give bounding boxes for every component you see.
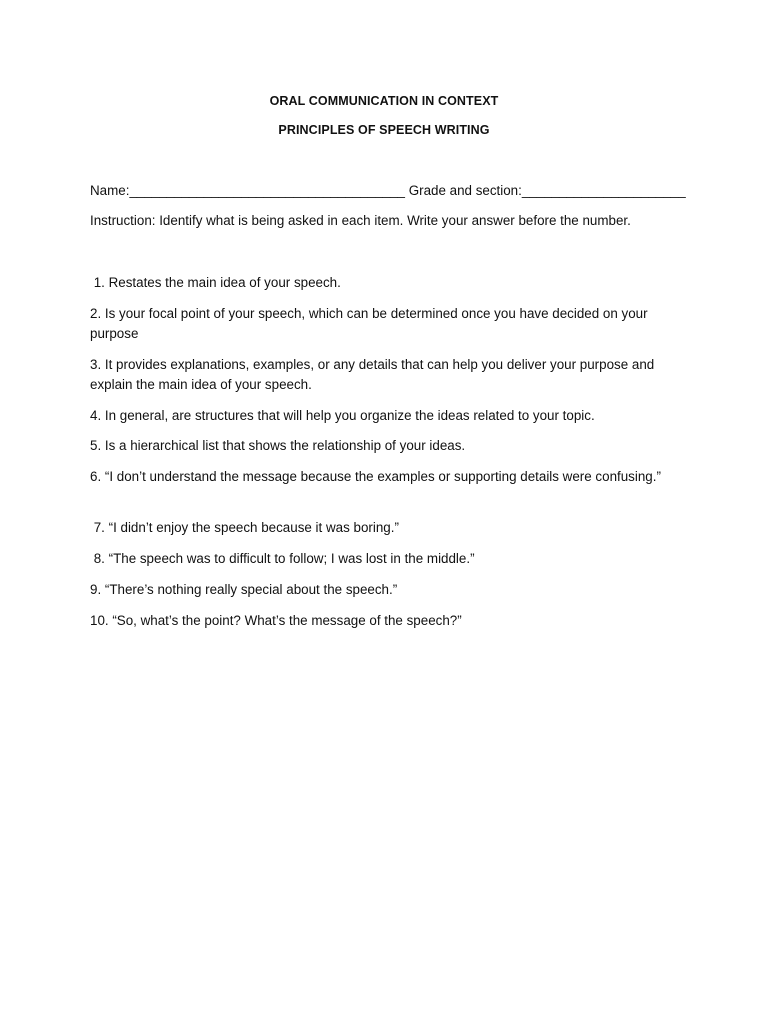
question-item-7: 7. “I didn’t enjoy the speech because it was boring.” [90, 520, 399, 535]
question-item-6: 6. “I don’t understand the message because the examples or supporting details were confusing.” [90, 469, 661, 484]
document-title: ORAL COMMUNICATION IN CONTEXT [269, 94, 499, 108]
question-item-9: 9. “There’s nothing really special about the speech.” [90, 582, 398, 597]
question-item-1: 1. Restates the main idea of your speech. [90, 275, 341, 290]
question-item-3: 3. It provides explanations, examples, or any details that can help you deliver your purpose and explain the main idea of your speech. [90, 357, 655, 392]
instruction-text: Instruction: Identify what is being asked in each item. Write your answer before the number. [90, 213, 631, 228]
question-item-8: 8. “The speech was to difficult to follow; I was lost in the middle.” [90, 551, 475, 566]
question-item-10: 10. “So, what’s the point? What’s the message of the speech?” [90, 613, 462, 628]
question-item-4: 4. In general, are structures that will help you organize the ideas related to your topic. [90, 408, 595, 423]
document-subtitle: PRINCIPLES OF SPEECH WRITING [278, 123, 490, 137]
question-item-2: 2. Is your focal point of your speech, which can be determined once you have decided on your purpose [90, 306, 648, 341]
name-grade-line: Name:_____________________________________ Grade and section:______________________ [90, 183, 686, 198]
question-item-5: 5. Is a hierarchical list that shows the relationship of your ideas. [90, 438, 466, 453]
